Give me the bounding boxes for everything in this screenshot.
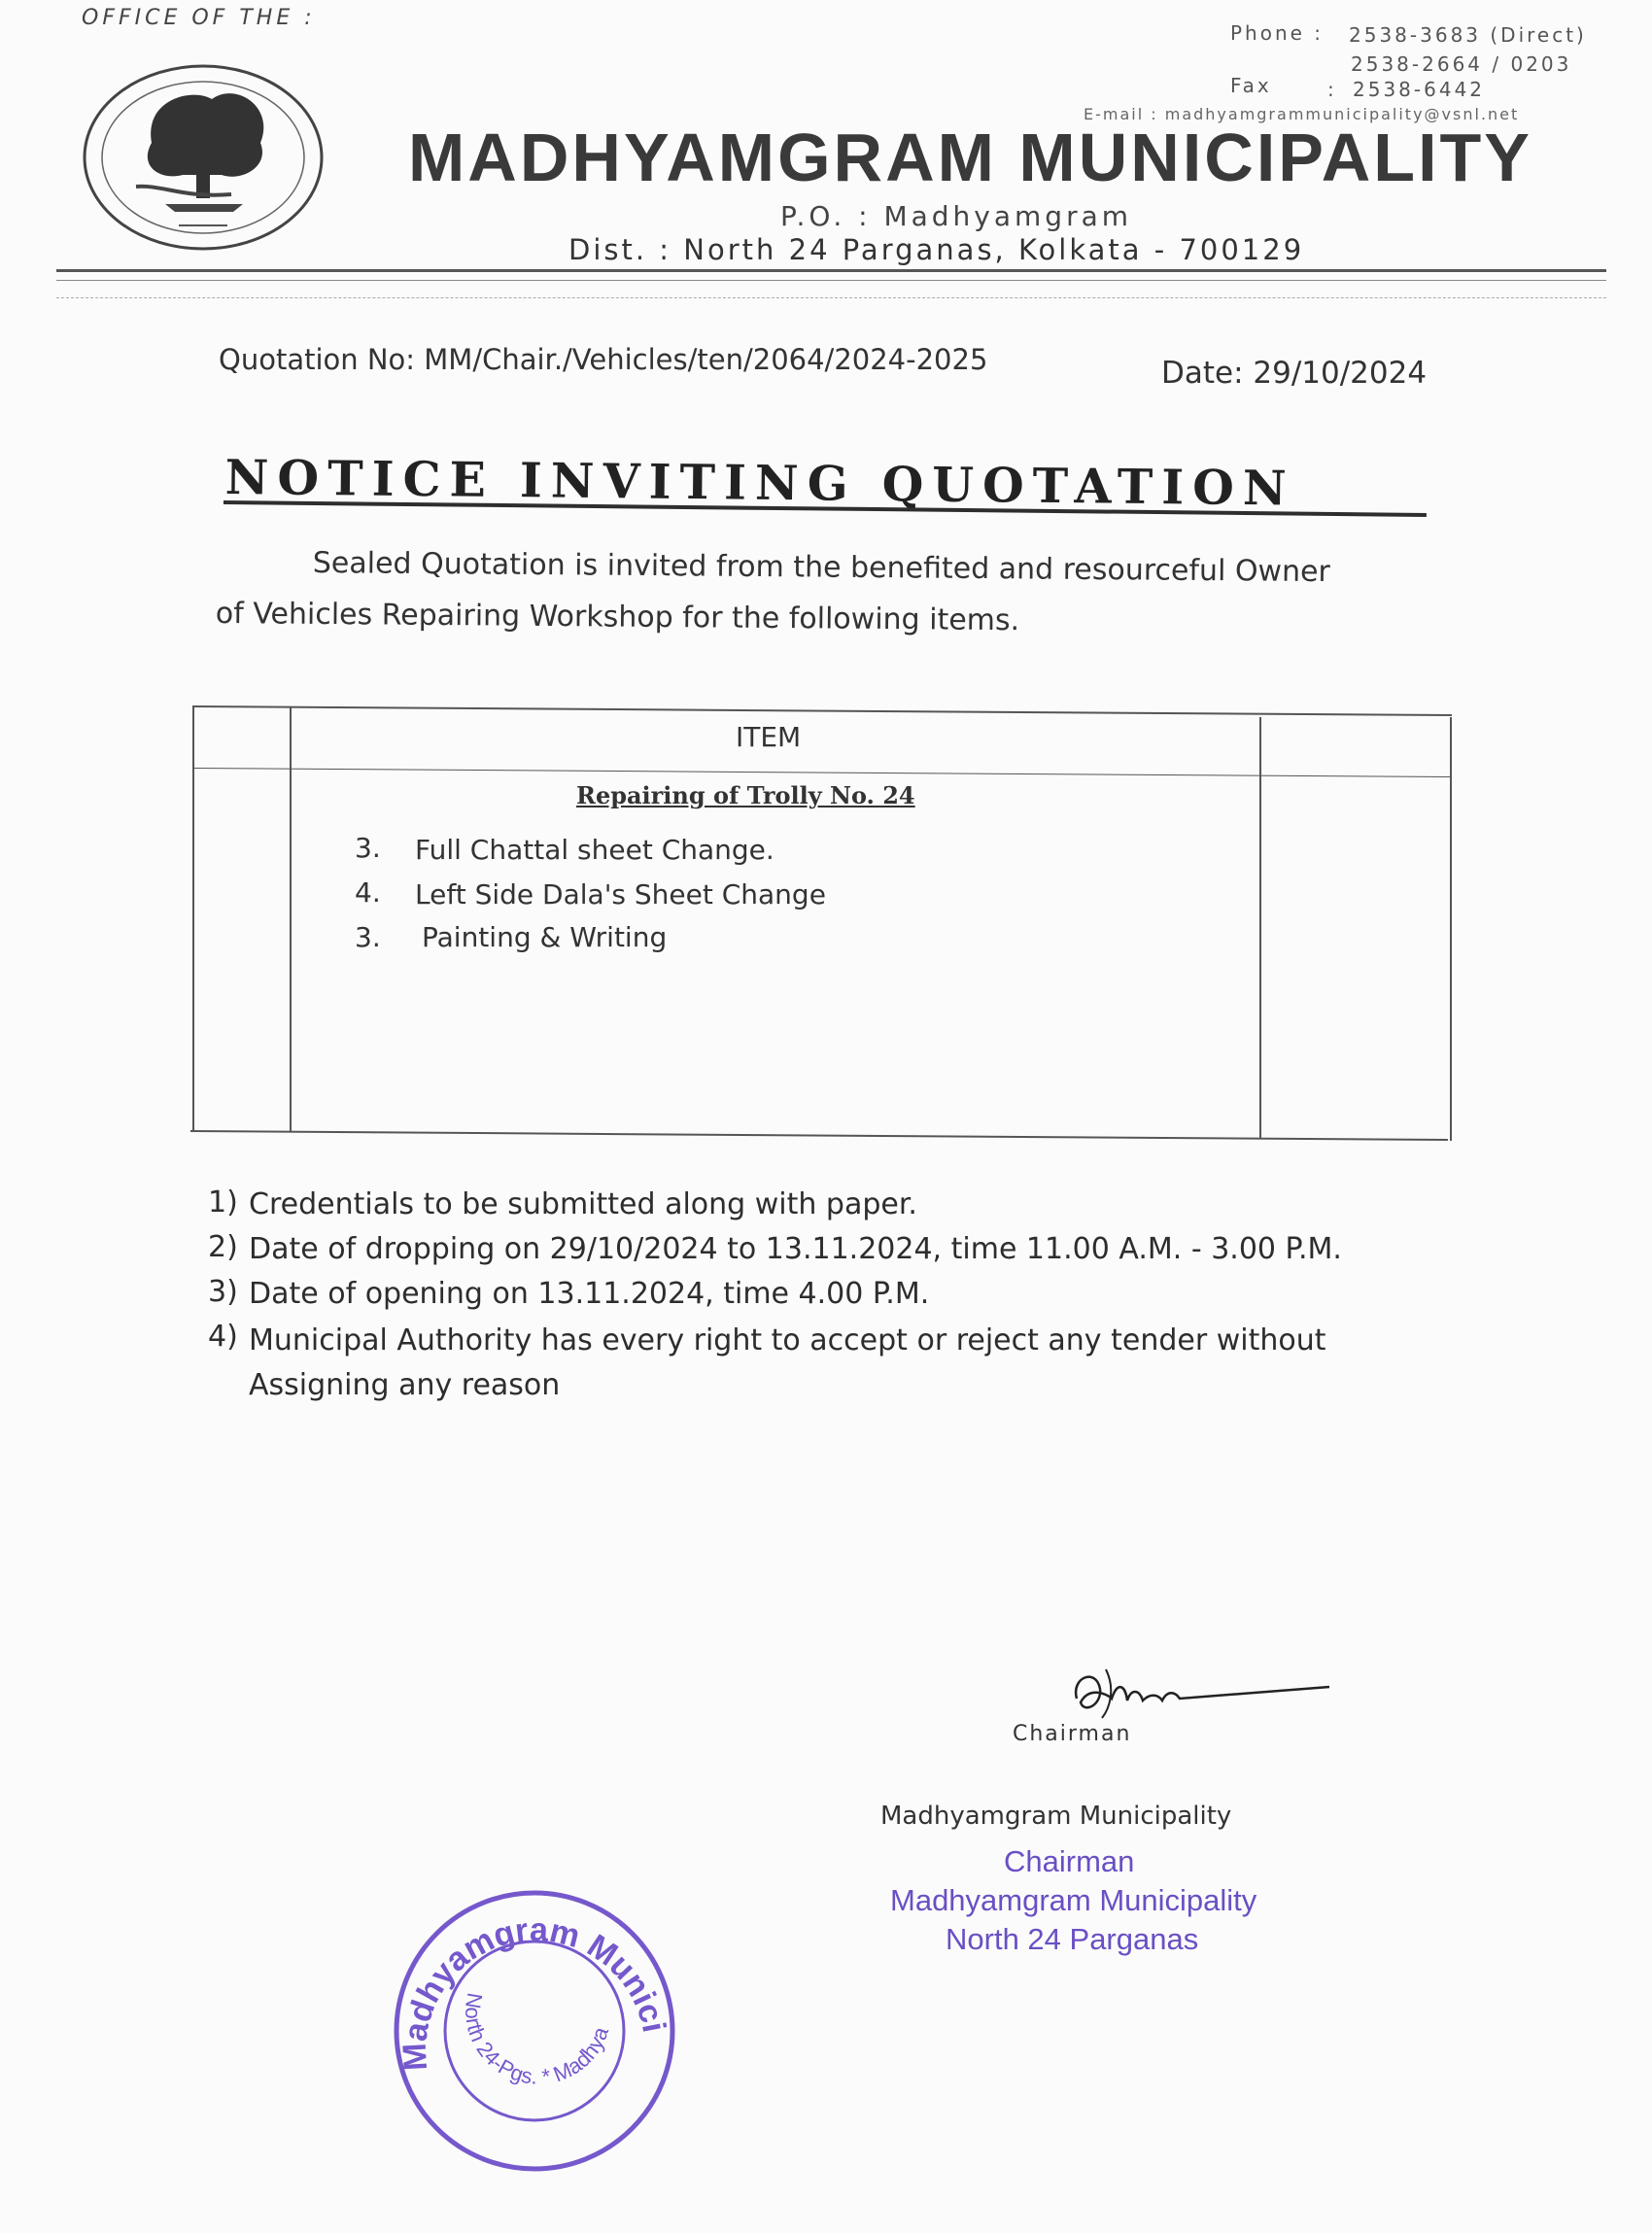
intro-paragraph-line-1: Sealed Quotation is invited from the benefited and resourceful Owner [312, 546, 1331, 590]
phone-label: Phone : [1230, 21, 1325, 45]
table-col-divider-2 [1259, 717, 1261, 1138]
stamp-district: North 24 Parganas [946, 1922, 1199, 1956]
condition-text: Municipal Authority has every right to accept or reject any tender without [249, 1323, 1326, 1357]
table-top-border [192, 705, 1452, 716]
municipality-emblem-logo [76, 60, 330, 255]
condition-text: Date of dropping on 29/10/2024 to 13.11.2024, time 11.00 A.M. - 3.00 P.M. [249, 1232, 1342, 1266]
municipality-round-seal [389, 1885, 680, 2177]
notice-date: Date: 29/10/2024 [1161, 356, 1428, 391]
svg-text:North 24-Pgs. * Madhyamgram *: North 24-Pgs. * Madhya [461, 1990, 614, 2089]
fax-separator: : [1327, 78, 1337, 101]
condition-number: 4) [208, 1320, 238, 1354]
table-header-divider [192, 768, 1452, 777]
intro-paragraph-line-2: of Vehicles Repairing Workshop for the following items. [215, 597, 1020, 638]
stamp-municipality: Madhyamgram Municipality [890, 1883, 1257, 1917]
district-address: Dist. : North 24 Parganas, Kolkata - 700129 [568, 233, 1305, 266]
stamp-chairman: Chairman [1004, 1844, 1135, 1878]
phone-number-office: 2538-2664 / 0203 [1351, 52, 1572, 76]
signatory-organisation: Madhyamgram Municipality [880, 1802, 1232, 1831]
list-item: Painting & Writing [422, 921, 668, 953]
fax-label: Fax [1230, 74, 1272, 97]
quotation-number: Quotation No: MM/Chair./Vehicles/ten/2064/2024-2025 [219, 343, 988, 376]
table-col-divider-1 [290, 707, 292, 1131]
list-item-number: 3. [355, 921, 381, 953]
list-item-number: 3. [355, 832, 381, 864]
header-rule-thick [56, 269, 1606, 272]
fax-number: 2538-6442 [1353, 78, 1486, 101]
condition-text: Date of opening on 13.11.2024, time 4.00 P.M. [249, 1277, 930, 1311]
condition-text-continued: Assigning any reason [249, 1368, 561, 1402]
condition-number: 3) [208, 1275, 238, 1309]
header-rule-thin [56, 280, 1606, 281]
list-item: Left Side Dala's Sheet Change [415, 878, 826, 910]
table-right-border [1450, 717, 1452, 1141]
notice-heading: NOTICE INVITING QUOTATION [224, 449, 1296, 517]
post-office: P.O. : Madhyamgram [780, 200, 1133, 232]
phone-number-direct: 2538-3683 (Direct) [1349, 23, 1587, 47]
condition-text: Credentials to be submitted along with paper. [249, 1187, 917, 1221]
svg-text:Madhyamgram Municipality: Madhyamgram Munici [396, 1910, 673, 2072]
signatory-designation: Chairman [1013, 1722, 1132, 1746]
table-column-header-item: ITEM [736, 721, 802, 753]
condition-number: 1) [208, 1185, 238, 1220]
email-address: E-mail : madhyamgrammunicipality@vsnl.net [1084, 105, 1520, 123]
list-item-number: 4. [355, 876, 381, 909]
office-of-label: OFFICE OF THE : [82, 6, 316, 30]
condition-number: 2) [208, 1230, 238, 1264]
table-left-border [192, 705, 194, 1131]
list-item: Full Chattal sheet Change. [415, 834, 774, 866]
header-rule-dashed [56, 297, 1606, 298]
municipality-title: MADHYAMGRAM MUNICIPALITY [408, 120, 1532, 195]
table-subheading: Repairing of Trolly No. 24 [576, 781, 915, 809]
